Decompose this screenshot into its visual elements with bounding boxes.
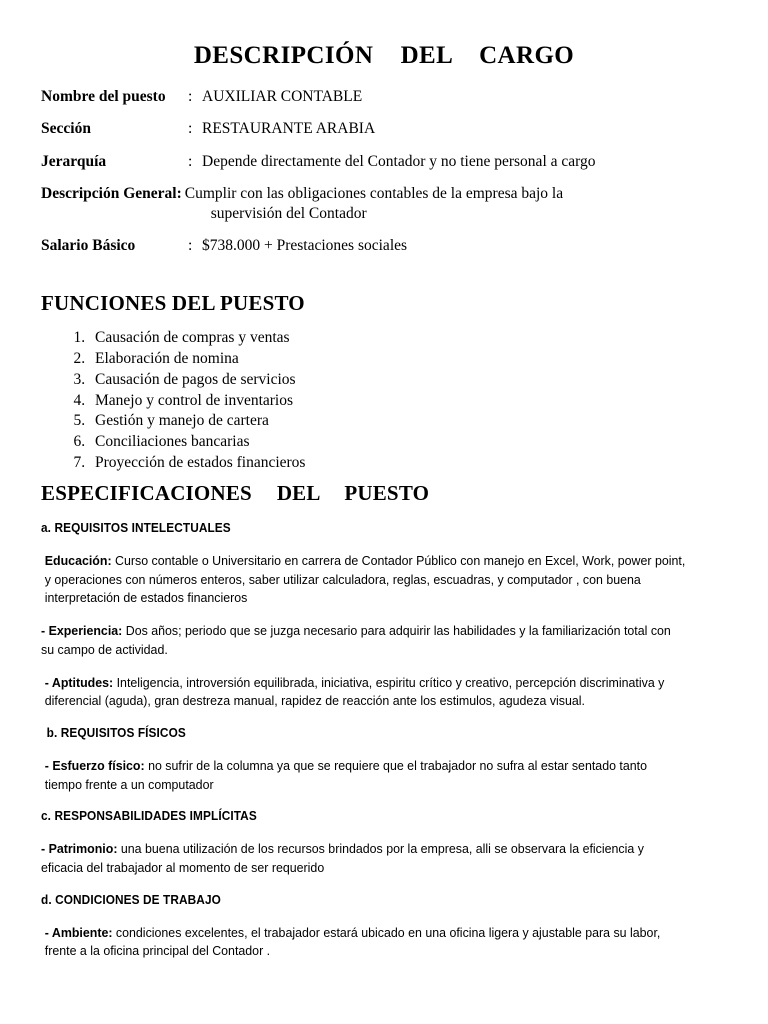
field-value-jerarquia: Depende directamente del Contador y no tiene personal a cargo (202, 152, 596, 170)
paragraph-text-aptitudes: Inteligencia, introversión equilibrada, iniciativa, espiritu crítico y creativo, percepción discriminativa y diferencial (aguda), gran destreza manual, rapidez de reacción ante los estimulos, agudeza visual. (44, 674, 665, 709)
field-label-descripcion-general: Descripción General: (41, 185, 182, 203)
paragraph-aptitudes (41, 674, 687, 711)
paragraph-text-patrimonio: una buena utilización de los recursos brindados por la empresa, alli se observara la eficiencia y eficacia del trabajador al momento de ser requerido (41, 841, 644, 875)
funciones-list (41, 328, 305, 474)
field-value-seccion: RESTAURANTE ARABIA (202, 120, 376, 138)
subsection-title-c: c. RESPONSABILIDADES IMPLÍCITAS (41, 809, 257, 824)
paragraph-lead-esfuerzo-fisico: - Esfuerzo físico: (44, 757, 145, 773)
field-colon-salario-basico: : (188, 236, 193, 254)
section-heading-especificaciones: ESPECIFICACIONES DEL PUESTO (41, 481, 430, 505)
paragraph-patrimonio (41, 840, 687, 877)
field-row-seccion (41, 119, 731, 138)
paragraph-esfuerzo-fisico (41, 757, 687, 794)
list-item: 5. Gestión y manejo de cartera (89, 411, 305, 432)
field-row-nombre-del-puesto (41, 87, 731, 106)
subsection-title-d: d. CONDICIONES DE TRABAJO (41, 892, 221, 907)
header-fields (41, 87, 731, 268)
paragraph-text-esfuerzo-fisico: no sufrir de la columna ya que se requiere que el trabajador no sufra al estar sentado tanto tiempo frente a un computador (44, 757, 648, 792)
field-value-descripcion-general (185, 184, 731, 223)
subsection-title-b: b. REQUISITOS FÍSICOS (46, 726, 186, 741)
field-value-nombre-del-puesto: AUXILIAR CONTABLE (202, 88, 363, 105)
paragraph-lead-educacion: Educación: (44, 552, 112, 568)
field-colon-seccion: : (188, 120, 193, 138)
field-row-jerarquia (41, 152, 731, 171)
field-value-descripcion-general-line2: supervisión del Contador (210, 204, 367, 222)
paragraph-text-ambiente: condiciones excelentes, el trabajador estará ubicado en una oficina ligera y ajustable para su labor, frente a la oficina principal del Contador . (44, 924, 661, 959)
page-title: DESCRIPCIÓN DEL CARGO (193, 42, 575, 69)
list-item: 1. Causación de compras y ventas (89, 328, 305, 349)
paragraph-lead-ambiente: - Ambiente: (44, 924, 113, 940)
field-colon-nombre-del-puesto: : (188, 88, 193, 105)
field-row-descripcion-general (41, 184, 731, 223)
paragraph-experiencia (41, 622, 687, 659)
paragraph-ambiente (41, 924, 687, 961)
field-value-descripcion-general-line1: Cumplir con las obligaciones contables de la empresa bajo la (184, 185, 564, 203)
especificaciones-body (41, 520, 687, 975)
field-label-salario-basico: Salario Básico (41, 236, 136, 254)
paragraph-educacion (41, 552, 687, 608)
field-value-salario-basico: $738.000 + Prestaciones sociales (202, 236, 408, 254)
paragraph-lead-patrimonio: - Patrimonio: (41, 841, 118, 857)
subsection-title-a: a. REQUISITOS INTELECTUALES (41, 521, 231, 535)
paragraph-text-experiencia: Dos años; periodo que se juzga necesario para adquirir las habilidades y la familiarización total con su campo de actividad. (41, 623, 671, 657)
paragraph-text-educacion: Curso contable o Universitario en carrera de Contador Público con manejo en Excel, Work, power point, y operaciones con números enteros, saber utilizar calculadora, reglas, escuadras, y computador , con buena interpretación de estados financieros (44, 552, 686, 606)
field-colon-jerarquia: : (188, 152, 193, 170)
list-item: 6. Conciliaciones bancarias (89, 432, 305, 453)
field-label-jerarquia: Jerarquía (41, 152, 107, 170)
list-item: 2. Elaboración de nomina (89, 349, 305, 370)
field-label-nombre-del-puesto: Nombre del puesto (41, 88, 166, 105)
field-row-salario-basico (41, 236, 731, 255)
list-item: 7. Proyección de estados financieros (89, 453, 305, 474)
paragraph-lead-aptitudes: - Aptitudes: (44, 674, 114, 690)
paragraph-lead-experiencia: - Experiencia: (41, 623, 123, 639)
field-label-seccion: Sección (41, 120, 91, 138)
section-heading-funciones: FUNCIONES DEL PUESTO (41, 291, 305, 315)
list-item: 4. Manejo y control de inventarios (89, 391, 305, 412)
list-item: 3. Causación de pagos de servicios (89, 370, 305, 391)
